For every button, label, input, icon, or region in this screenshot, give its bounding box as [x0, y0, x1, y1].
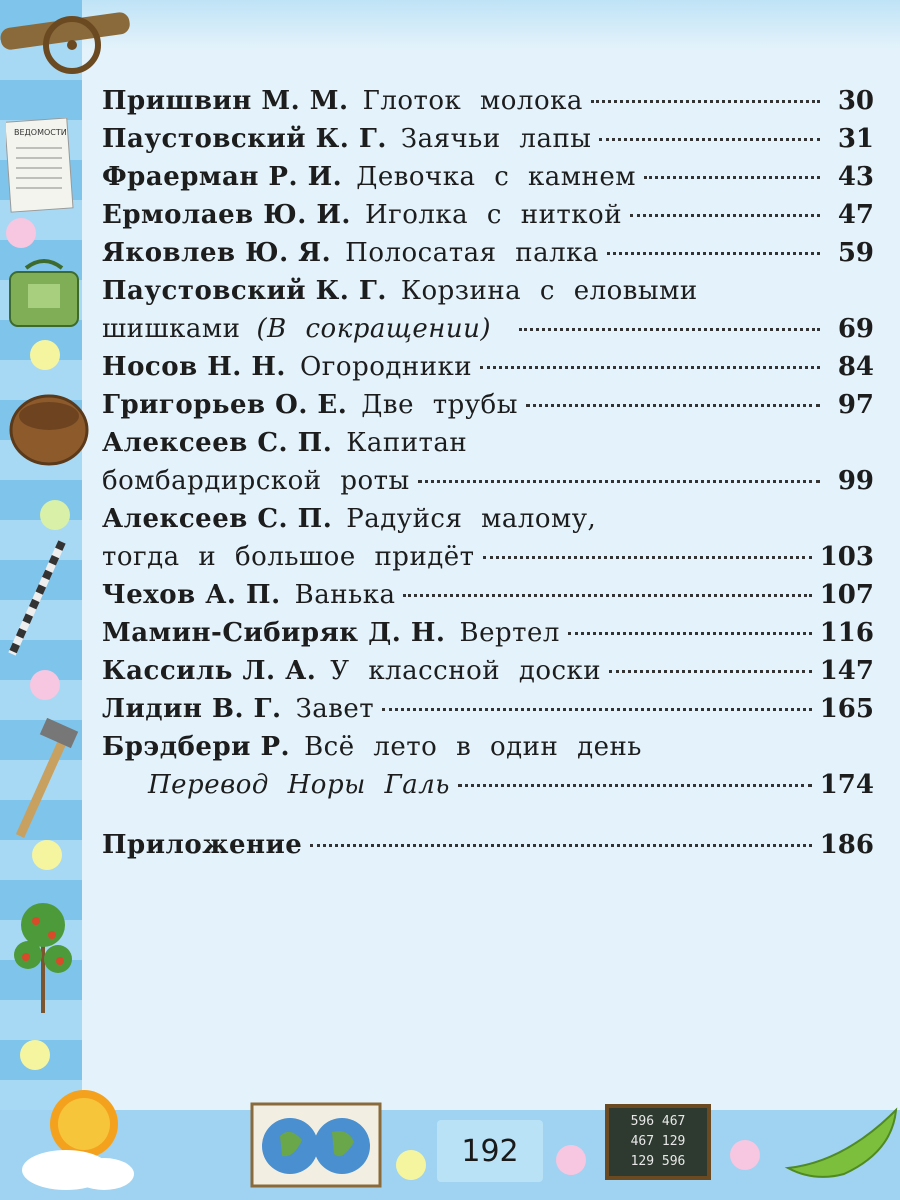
entry-title: Полосатая палка [345, 238, 599, 268]
entry-page: 31 [837, 124, 874, 154]
entry-author: Алексеев С. П. [102, 504, 333, 534]
entry-author: Алексеев С. П. [102, 428, 333, 458]
dot-leader [630, 214, 820, 217]
entry-author: Ермолаев Ю. И. [102, 200, 351, 230]
decor-dot [730, 1140, 760, 1170]
entry-title: Ванька [294, 580, 396, 610]
toc-entry[interactable] [102, 424, 874, 500]
entry-page: 43 [837, 162, 874, 192]
peapod-icon [784, 1102, 900, 1182]
entry-page: 147 [819, 656, 874, 686]
dot-leader [519, 328, 820, 331]
dot-leader [599, 138, 820, 141]
entry-title: Вертел [459, 618, 560, 648]
dot-leader [458, 784, 812, 787]
table-of-contents [102, 82, 874, 864]
entry-author: Брэдбери Р. [102, 732, 291, 762]
entry-author: Кассиль Л. А. [102, 656, 317, 686]
toc-entry[interactable] [102, 500, 874, 576]
tree-icon [8, 895, 78, 1015]
entry-page: 99 [837, 466, 874, 496]
entry-title: Всё лето в один день [304, 732, 642, 762]
toc-appendix[interactable] [102, 826, 874, 864]
dot-leader [568, 632, 812, 635]
chalkboard-row: 467 129 [630, 1134, 686, 1149]
cannon-icon [0, 0, 140, 75]
entry-page: 174 [819, 770, 874, 800]
dot-leader [382, 708, 812, 711]
hammer-icon [8, 718, 82, 842]
entry-author: Паустовский К. Г. [102, 124, 387, 154]
section-gap [102, 804, 874, 826]
toc-entry[interactable] [102, 272, 874, 348]
entry-title: Завет [295, 694, 375, 724]
top-border [82, 0, 900, 50]
toc-entry[interactable] [102, 614, 874, 652]
entry-title-note: (В сокращении) [256, 314, 492, 344]
toc-entry[interactable] [102, 158, 874, 196]
decor-dot [6, 218, 36, 248]
page-number: 192 [437, 1120, 543, 1182]
toc-entry[interactable] [102, 196, 874, 234]
entry-page: 107 [819, 580, 874, 610]
entry-page: 69 [837, 314, 874, 344]
entry-title: Корзина с еловыми [400, 276, 698, 306]
entry-author: Пришвин М. М. [102, 86, 349, 116]
entry-title-continued: тогда и большое придёт [102, 542, 475, 572]
entry-author: Фраерман Р. И. [102, 162, 343, 192]
toc-entry[interactable] [102, 120, 874, 158]
world-map-icon [250, 1096, 382, 1190]
decor-dot [40, 500, 70, 530]
sun-icon [20, 1078, 140, 1196]
toc-entry[interactable] [102, 690, 874, 728]
entry-author: Яковлев Ю. Я. [102, 238, 332, 268]
dot-leader [418, 480, 820, 483]
appendix-page: 186 [819, 830, 874, 860]
decor-dot [30, 340, 60, 370]
entry-translator: Перевод Норы Галь [148, 770, 450, 800]
entry-author: Носов Н. Н. [102, 352, 286, 382]
chalkboard-row: 596 467 [630, 1114, 686, 1129]
entry-author: Лидин В. Г. [102, 694, 282, 724]
newspaper-label: ВЕДОМОСТИ [14, 128, 67, 137]
toc-entry[interactable] [102, 348, 874, 386]
decor-dot [556, 1145, 586, 1175]
dot-leader [526, 404, 820, 407]
entry-author: Григорьев О. Е. [102, 390, 348, 420]
entry-title: Заячьи лапы [400, 124, 592, 154]
appendix-title: Приложение [102, 830, 303, 860]
entry-page: 97 [837, 390, 874, 420]
dot-leader [609, 670, 812, 673]
entry-page: 59 [837, 238, 874, 268]
entry-page: 116 [819, 618, 874, 648]
dot-leader [591, 100, 820, 103]
decor-dot [396, 1150, 426, 1180]
entry-title: Глоток молока [362, 86, 583, 116]
dot-leader [310, 844, 811, 847]
entry-title: Две трубы [361, 390, 518, 420]
toc-entry[interactable] [102, 82, 874, 120]
toc-entry[interactable] [102, 234, 874, 272]
chalkboard-icon [605, 1104, 711, 1180]
entry-title: Капитан [346, 428, 468, 458]
entry-author: Чехов А. П. [102, 580, 281, 610]
entry-title: Радуйся малому, [346, 504, 597, 534]
dot-leader [480, 366, 820, 369]
toc-entry[interactable] [102, 386, 874, 424]
entry-author: Мамин-Сибиряк Д. Н. [102, 618, 446, 648]
dot-leader [483, 556, 812, 559]
entry-title-continued: бомбардирской роты [102, 466, 410, 496]
entry-page: 103 [819, 542, 874, 572]
bag-icon [6, 258, 82, 330]
dot-leader [403, 594, 811, 597]
entry-title: У классной доски [330, 656, 602, 686]
entry-page: 30 [837, 86, 874, 116]
entry-title: Огородники [299, 352, 473, 382]
striped-stick-icon [4, 536, 74, 660]
toc-entry[interactable] [102, 576, 874, 614]
decor-dot [32, 840, 62, 870]
decor-dot [20, 1040, 50, 1070]
dot-leader [644, 176, 820, 179]
decor-dot [30, 670, 60, 700]
entry-page: 84 [837, 352, 874, 382]
entry-page: 165 [819, 694, 874, 724]
toc-entry[interactable] [102, 728, 874, 804]
entry-title-continued: шишками [102, 314, 241, 344]
basket-icon [4, 382, 94, 472]
entry-page: 47 [837, 200, 874, 230]
entry-author: Паустовский К. Г. [102, 276, 387, 306]
entry-title: Иголка с ниткой [364, 200, 623, 230]
chalkboard-row: 129 596 [630, 1154, 686, 1169]
toc-entry[interactable] [102, 652, 874, 690]
entry-title: Девочка с камнем [356, 162, 636, 192]
dot-leader [607, 252, 820, 255]
